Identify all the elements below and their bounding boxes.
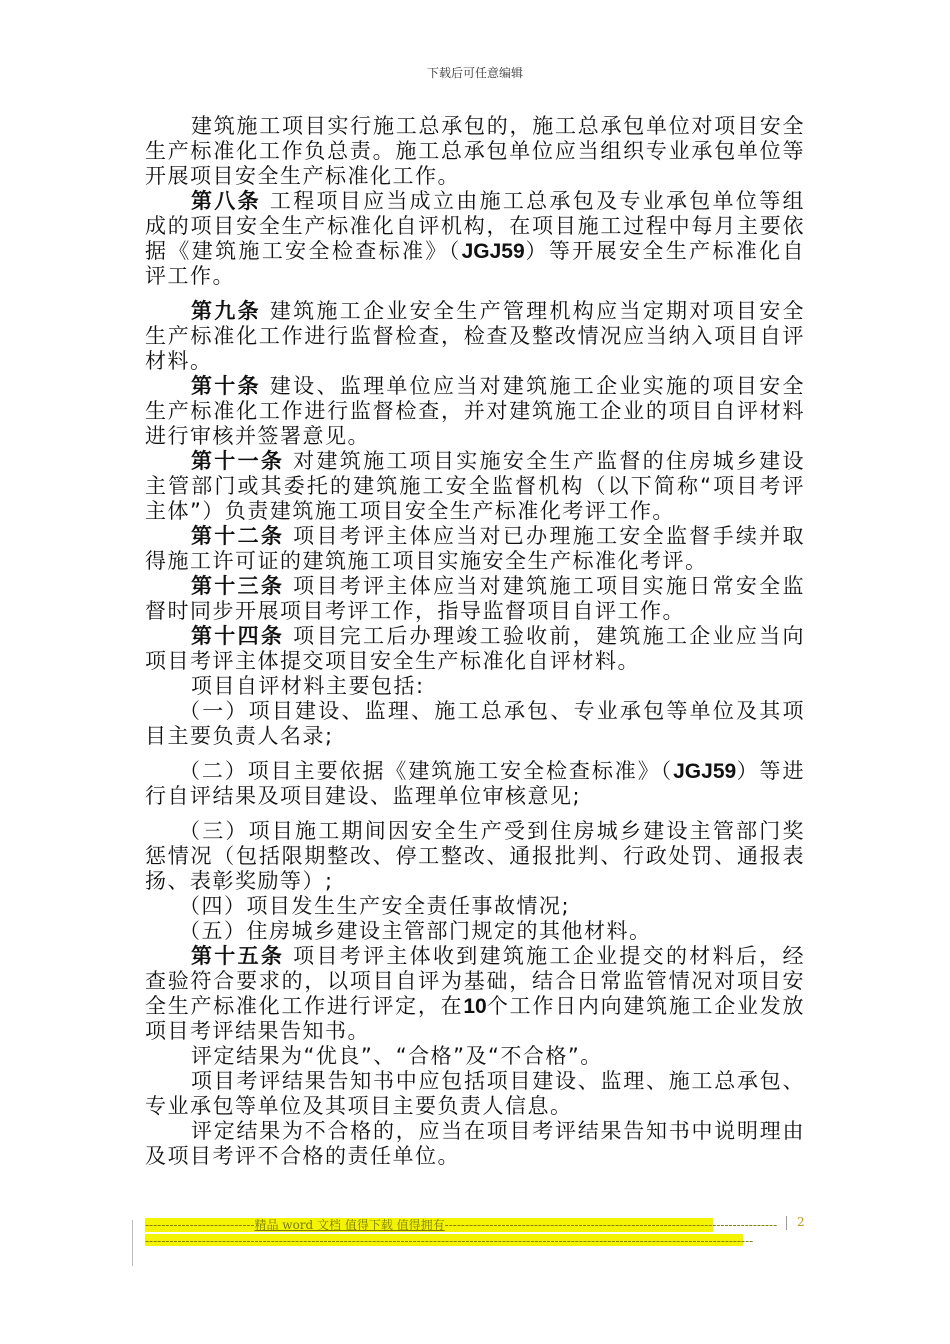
result-levels: 评定结果为“优良”、“合格”及“不合格”。 bbox=[191, 1044, 603, 1068]
page-number: 2 bbox=[797, 1215, 805, 1229]
document-body bbox=[145, 114, 805, 1169]
article-9 bbox=[145, 299, 805, 374]
article-text: 建设、监理单位应当对建筑施工企业实施的项目安全生产标准化工作进行监督检查，并对建筑施工企业的项目自评材料进行审核并签署意见。 bbox=[145, 374, 805, 448]
article-14 bbox=[145, 624, 805, 674]
article-text: 工程项目应当成立由施工总承包及专业承包单位等组成的项目安全生产标准化自评机构，在项目施工过程中每月主要依据《建筑施工安全检查标准》（ bbox=[145, 189, 805, 263]
article-13 bbox=[145, 574, 805, 624]
materials-intro: 项目自评材料主要包括: bbox=[191, 674, 425, 698]
footer-dashes-right: ---------------------------------------------------------------------------------- bbox=[444, 1218, 778, 1232]
fail-explanation: 评定结果为不合格的，应当在项目考评结果告知书中说明理由及项目考评不合格的责任单位。 bbox=[145, 1119, 805, 1168]
day-count: 10 bbox=[463, 995, 487, 1018]
article-text: 建筑施工企业安全生产管理机构应当定期对项目安全生产标准化工作进行监督检查，检查及整改情况应当纳入项目自评材料。 bbox=[145, 299, 805, 373]
footer-promo-line bbox=[145, 1218, 778, 1232]
article-label: 第十三条 bbox=[191, 574, 285, 598]
footer-dashes-left: --------------------------- bbox=[145, 1218, 255, 1232]
page-number-divider bbox=[786, 1216, 787, 1230]
item-text-end: ）等进行自评结果及项目建设、监理单位审核意见; bbox=[145, 759, 805, 808]
article-11 bbox=[145, 449, 805, 524]
notice-content: 项目考评结果告知书中应包括项目建设、监理、施工总承包、专业承包等单位及其项目主要负责人信息。 bbox=[145, 1069, 805, 1118]
material-item-4: （四）项目发生生产安全责任事故情况; bbox=[179, 894, 571, 918]
article-text: 项目考评主体收到建筑施工企业提交的材料后，经查验符合要求的，以项目自评为基础，结合日常监管情况对项目安全生产标准化工作进行评定，在 bbox=[145, 944, 805, 1018]
article-text-end: ）等开展安全生产标准化自评工作。 bbox=[145, 239, 806, 288]
article-10 bbox=[145, 374, 805, 449]
material-item-3: （三）项目施工期间因安全生产受到住房城乡建设主管部门奖惩情况（包括限期整改、停工整改、通报批判、行政处罚、通报表扬、表彰奖励等）; bbox=[145, 819, 805, 893]
article-label: 第十一条 bbox=[191, 449, 285, 473]
material-item-2 bbox=[145, 759, 805, 809]
footer-promo-text: 精品 word 文档 值得下载 值得拥有 bbox=[254, 1218, 445, 1232]
article-12 bbox=[145, 524, 805, 574]
item-text: （二）项目主要依据《建筑施工安全检查标准》（ bbox=[179, 759, 674, 783]
article-8 bbox=[145, 189, 805, 289]
page-header: 下载后可任意编辑 bbox=[426, 66, 523, 80]
margin-line bbox=[132, 1220, 133, 1266]
standard-code: JGJ59 bbox=[673, 760, 737, 783]
article-text: 对建筑施工项目实施安全生产监督的住房城乡建设主管部门或其委托的建筑施工安全监督机构（以下简称“项目考评主体”）负责建筑施工项目安全生产标准化考评工作。 bbox=[145, 449, 805, 523]
article-label: 第十五条 bbox=[191, 944, 285, 968]
paragraph-1: 建筑施工项目实行施工总承包的，施工总承包单位对项目安全生产标准化工作负总责。施工总承包单位应当组织专业承包单位等开展项目安全生产标准化工作。 bbox=[145, 114, 805, 188]
footer-dash-line: ------------------------------------------------------------------------------------------------------------------------------------------------------ bbox=[145, 1234, 754, 1248]
article-label: 第八条 bbox=[191, 189, 261, 213]
article-label: 第十二条 bbox=[191, 524, 285, 548]
article-text: 项目考评主体应当对建筑施工项目实施日常安全监督时同步开展项目考评工作，指导监督项目自评工作。 bbox=[145, 574, 805, 623]
article-text: 项目考评主体应当对已办理施工安全监督手续并取得施工许可证的建筑施工项目实施安全生产标准化考评。 bbox=[145, 524, 805, 573]
article-text: 项目完工后办理竣工验收前，建筑施工企业应当向项目考评主体提交项目安全生产标准化自评材料。 bbox=[145, 624, 805, 673]
article-15 bbox=[145, 944, 805, 1044]
article-label: 第九条 bbox=[191, 299, 261, 323]
material-item-5: （五）住房城乡建设主管部门规定的其他材料。 bbox=[179, 919, 652, 943]
article-text-end: 个工作日内向建筑施工企业发放项目考评结果告知书。 bbox=[145, 994, 806, 1043]
article-label: 第十条 bbox=[191, 374, 261, 398]
material-item-1: （一）项目建设、监理、施工总承包、专业承包等单位及其项目主要负责人名录; bbox=[145, 699, 805, 748]
page-footer bbox=[145, 1218, 778, 1248]
article-label: 第十四条 bbox=[191, 624, 285, 648]
standard-code: JGJ59 bbox=[461, 240, 525, 263]
